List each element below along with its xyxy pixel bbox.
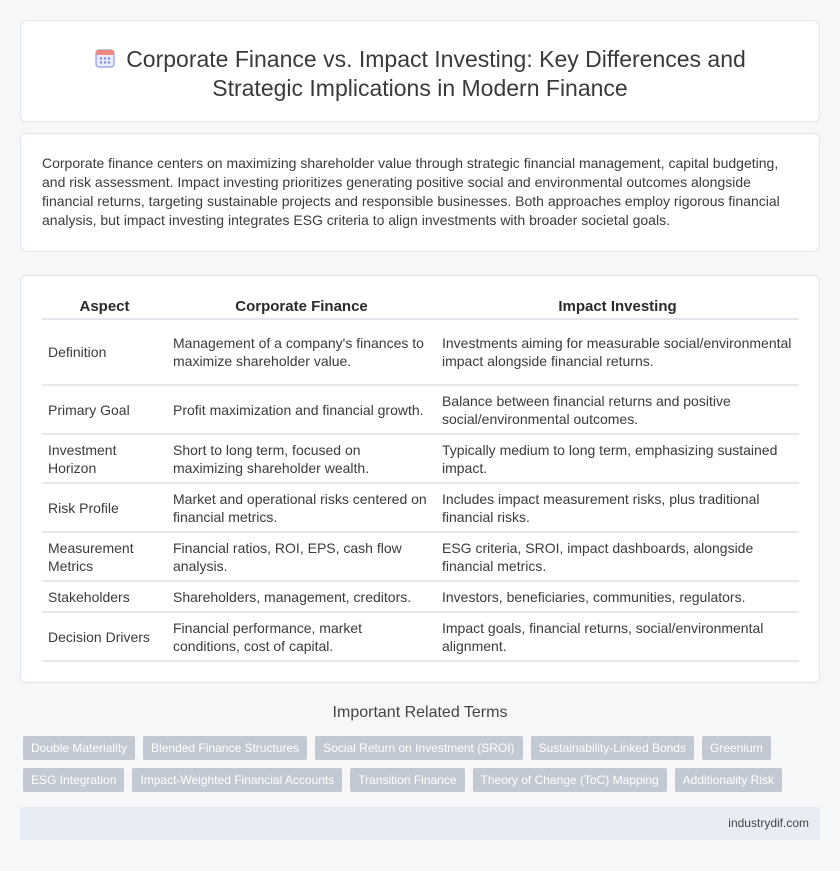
- row-corporate-finance: Financial ratios, ROI, EPS, cash flow analysis.: [167, 532, 436, 581]
- table-row: [42, 532, 799, 581]
- tag-sroi[interactable]: Social Return on Investment (SROI): [315, 736, 522, 760]
- row-impact-investing: Investors, beneficiaries, communities, regulators.: [436, 581, 799, 612]
- tag-blended-finance-structures[interactable]: Blended Finance Structures: [143, 736, 307, 760]
- tag-impact-weighted-accounts[interactable]: Impact-Weighted Financial Accounts: [132, 768, 342, 792]
- table-row: [42, 319, 799, 385]
- intro-paragraph: Corporate finance centers on maximizing shareholder value through strategic financial management, capital budgeting, and risk assessment. Impact investing prioritizes generating positive social and environmental outcomes alongside financial returns, targeting sustainable projects and responsible businesses. Both approaches employ rigorous financial analysis, but impact investing integrates ESG criteria to align investments with broader societal goals.: [42, 155, 780, 228]
- comparison-table: [42, 297, 799, 662]
- row-impact-investing: Typically medium to long term, emphasizing sustained impact.: [436, 434, 799, 483]
- row-corporate-finance: Profit maximization and financial growth.: [167, 385, 436, 434]
- row-corporate-finance: Shareholders, management, creditors.: [167, 581, 436, 612]
- tag-greenium[interactable]: Greenium: [702, 736, 771, 760]
- row-impact-investing: Includes impact measurement risks, plus traditional financial risks.: [436, 483, 799, 532]
- row-aspect: Measurement Metrics: [42, 532, 167, 581]
- related-terms-list: [23, 736, 813, 792]
- tag-sustainability-linked-bonds[interactable]: Sustainability-Linked Bonds: [531, 736, 694, 760]
- table-header-row: [42, 297, 799, 319]
- table-row: [42, 434, 799, 483]
- title-line-1: Corporate Finance vs. Impact Investing: Key Differences and: [126, 46, 746, 72]
- row-impact-investing: Impact goals, financial returns, social/environmental alignment.: [436, 612, 799, 661]
- row-aspect: Investment Horizon: [42, 434, 167, 483]
- row-impact-investing: ESG criteria, SROI, impact dashboards, alongside financial metrics.: [436, 532, 799, 581]
- table-row: [42, 483, 799, 532]
- tag-additionality-risk[interactable]: Additionality Risk: [675, 768, 782, 792]
- page-title: [21, 45, 819, 103]
- table-row: [42, 581, 799, 612]
- row-impact-investing: Investments aiming for measurable social/environmental impact alongside financial returns.: [436, 319, 799, 385]
- row-corporate-finance: Management of a company's finances to maximize shareholder value.: [167, 319, 436, 385]
- calendar-icon: [94, 47, 116, 69]
- table-row: [42, 385, 799, 434]
- header-aspect: Aspect: [42, 297, 167, 319]
- row-aspect: Stakeholders: [42, 581, 167, 612]
- tag-transition-finance[interactable]: Transition Finance: [350, 768, 464, 792]
- table-row: [42, 612, 799, 661]
- row-corporate-finance: Financial performance, market conditions, cost of capital.: [167, 612, 436, 661]
- footer-site-link[interactable]: industrydif.com: [728, 816, 809, 830]
- header-impact-investing: Impact Investing: [436, 297, 799, 319]
- intro-card: [20, 133, 820, 252]
- row-aspect: Decision Drivers: [42, 612, 167, 661]
- tag-esg-integration[interactable]: ESG Integration: [23, 768, 124, 792]
- header-corporate-finance: Corporate Finance: [167, 297, 436, 319]
- tag-theory-of-change[interactable]: Theory of Change (ToC) Mapping: [473, 768, 667, 792]
- related-terms-heading: Important Related Terms: [332, 704, 508, 721]
- row-aspect: Definition: [42, 319, 167, 385]
- row-aspect: Risk Profile: [42, 483, 167, 532]
- row-impact-investing: Balance between financial returns and positive social/environmental outcomes.: [436, 385, 799, 434]
- title-card: [20, 20, 820, 122]
- row-aspect: Primary Goal: [42, 385, 167, 434]
- title-line-2: Strategic Implications in Modern Finance: [212, 75, 628, 101]
- comparison-card: [20, 275, 820, 683]
- row-corporate-finance: Short to long term, focused on maximizing shareholder wealth.: [167, 434, 436, 483]
- tag-double-materiality[interactable]: Double Materiality: [23, 736, 135, 760]
- footer: [20, 807, 820, 840]
- row-corporate-finance: Market and operational risks centered on financial metrics.: [167, 483, 436, 532]
